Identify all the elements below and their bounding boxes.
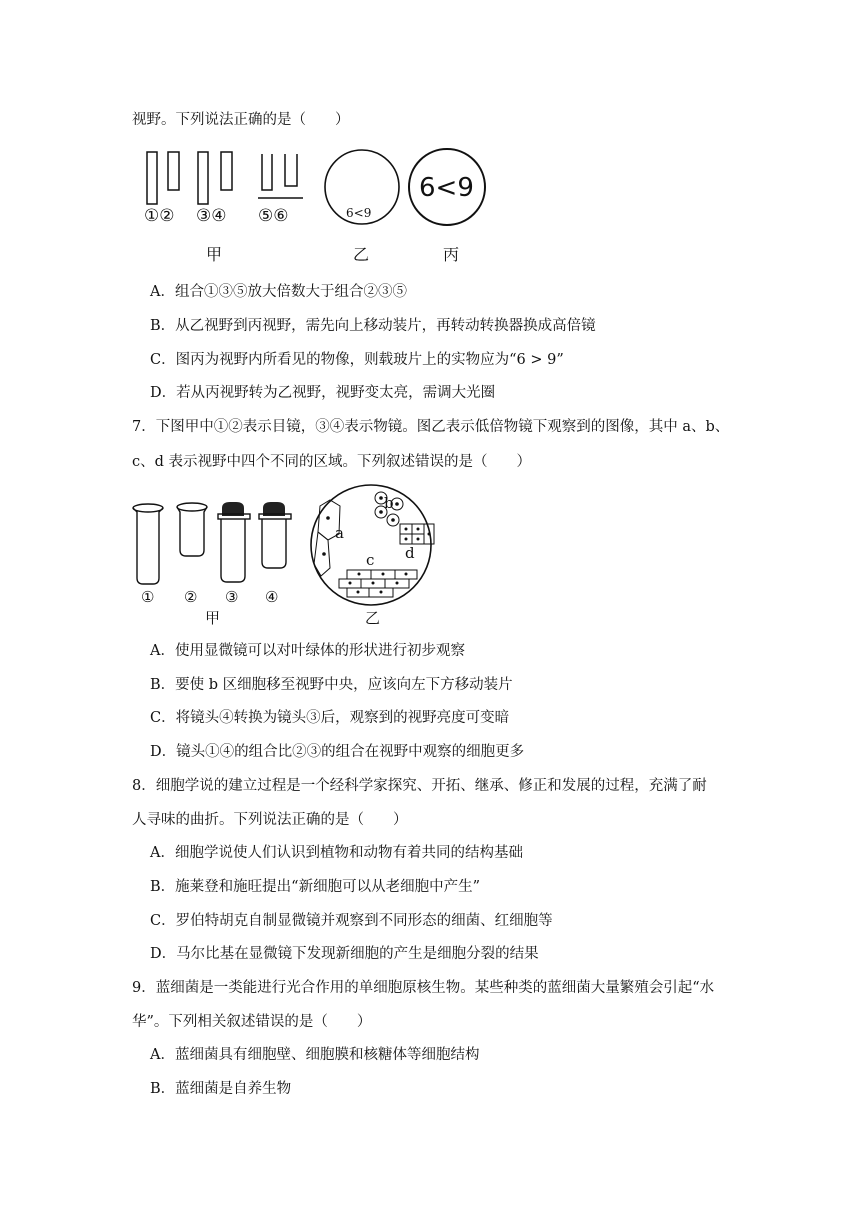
q8-stem-line-2: 人寻味的曲折。下列说法正确的是（ ）	[132, 812, 408, 828]
region-a-label: a	[335, 524, 344, 542]
q6-figure	[130, 140, 490, 270]
bing-field-text: 6<9	[419, 173, 474, 203]
q7-option-a[interactable]: A．使用显微镜可以对叶绿体的形状进行初步观察	[150, 643, 465, 659]
q7-stem-line-2: c、d 表示视野中四个不同的区域。下列叙述错误的是（ ）	[132, 454, 532, 470]
q6-option-a[interactable]: A．组合①③⑤放大倍数大于组合②③⑤	[150, 284, 407, 300]
tube-label-3: ③	[225, 588, 239, 606]
tube-label-1: ①	[141, 588, 155, 606]
tube-label-2: ②	[184, 588, 198, 606]
q8-option-c[interactable]: C．罗伯特胡克自制显微镜并观察到不同形态的细菌、红细胞等	[150, 913, 553, 929]
q7-stem-line-1: 7．下图甲中①②表示目镜，③④表示物镜。图乙表示低倍物镜下观察到的图像，其中 a、b、	[132, 419, 730, 435]
q6-option-c[interactable]: C．图丙为视野内所看见的物像，则载玻片上的实物应为“6 > 9”	[150, 352, 564, 368]
q6-stem: 视野。下列说法正确的是（ ）	[132, 112, 350, 128]
label-yi: 乙	[353, 245, 370, 264]
region-d-label: d	[405, 544, 415, 562]
lens-1	[147, 152, 157, 204]
q7-option-c[interactable]: C．将镜头④转换为镜头③后，观察到的视野亮度可变暗	[150, 710, 510, 726]
q8-option-d[interactable]: D．马尔比基在显微镜下发现新细胞的产生是细胞分裂的结果	[150, 946, 539, 962]
q9-option-b[interactable]: B．蓝细菌是自养生物	[150, 1081, 292, 1097]
q7-option-d[interactable]: D．镜头①④的组合比②③的组合在视野中观察的细胞更多	[150, 744, 525, 760]
q7-label-yi: 乙	[365, 609, 381, 627]
objective-4	[259, 502, 291, 568]
label-bing: 丙	[443, 245, 460, 264]
eyepiece-2	[177, 503, 207, 556]
label-jia: 甲	[206, 245, 223, 264]
tube-label-4: ④	[265, 588, 279, 606]
q8-option-b[interactable]: B．施莱登和施旺提出“新细胞可以从老细胞中产生”	[150, 879, 480, 895]
objective-3	[218, 502, 250, 582]
eyepiece-1	[133, 504, 163, 584]
q6-option-b[interactable]: B．从乙视野到丙视野，需先向上移动装片，再转动转换器换成高倍镜	[150, 318, 596, 334]
lens-3	[198, 152, 208, 204]
lens-2	[168, 152, 179, 190]
label-34: ③④	[196, 206, 227, 226]
field-view-yi	[311, 485, 434, 605]
lens-4	[221, 152, 232, 190]
region-b-label: b	[384, 494, 394, 512]
q7-option-b[interactable]: B．要使 b 区细胞移至视野中央，应该向左下方移动装片	[150, 677, 513, 693]
label-56: ⑤⑥	[258, 206, 289, 226]
q8-stem-line-1: 8．细胞学说的建立过程是一个经科学家探究、开拓、继承、修正和发展的过程，充满了耐	[132, 778, 707, 794]
yi-field-text: 6<9	[346, 206, 372, 220]
q9-option-a[interactable]: A．蓝细菌具有细胞壁、细胞膜和核糖体等细胞结构	[150, 1047, 480, 1063]
q7-label-jia: 甲	[205, 609, 221, 627]
objective-6	[285, 154, 297, 186]
q9-stem-line-2: 华”。下列相关叙述错误的是（ ）	[132, 1014, 372, 1030]
q9-stem-line-1: 9．蓝细菌是一类能进行光合作用的单细胞原核生物。某些种类的蓝细菌大量繁殖会引起“水	[132, 980, 715, 996]
label-12: ①②	[144, 206, 175, 226]
q8-option-a[interactable]: A．细胞学说使人们认识到植物和动物有着共同的结构基础	[150, 845, 523, 861]
region-c-label: c	[366, 551, 375, 569]
objective-5	[262, 154, 272, 190]
q6-option-d[interactable]: D．若从丙视野转为乙视野，视野变太亮，需调大光圈	[150, 385, 496, 401]
